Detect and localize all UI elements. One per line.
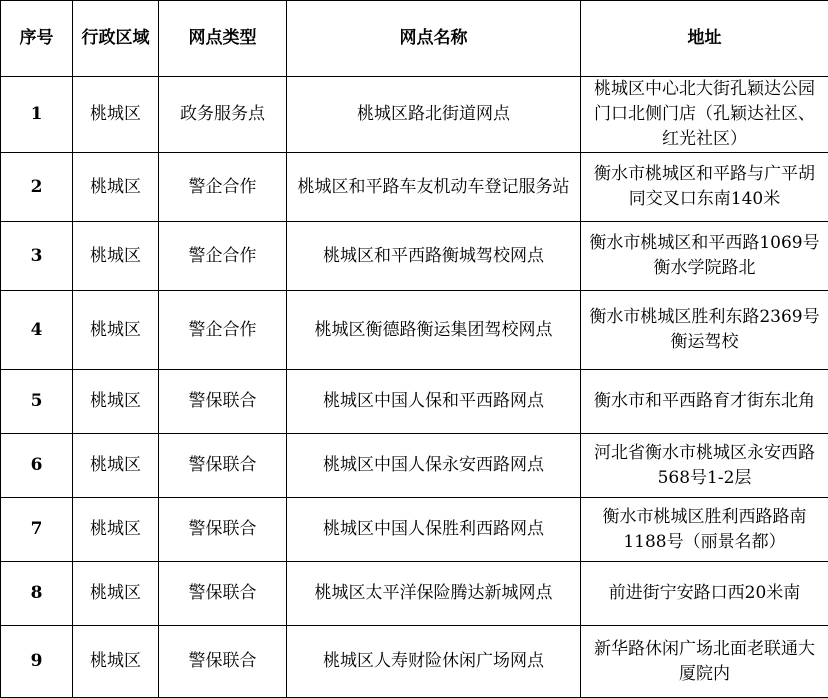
row-address: 新华路休闲广场北面老联通大厦院内 (581, 626, 828, 698)
row-type: 警保联合 (159, 626, 287, 698)
row-type: 警企合作 (159, 291, 287, 370)
table-row (1, 626, 828, 698)
row-no: 3 (1, 222, 73, 291)
row-no: 1 (1, 77, 73, 153)
row-address: 桃城区中心北大街孔颖达公园门口北侧门店（孔颖达社区、红光社区） (581, 77, 828, 153)
row-type: 警保联合 (159, 498, 287, 562)
row-address: 衡水市桃城区和平西路1069号衡水学院路北 (581, 222, 828, 291)
row-address: 河北省衡水市桃城区永安西路568号1-2层 (581, 434, 828, 498)
header-no: 序号 (1, 1, 73, 77)
row-name: 桃城区衡德路衡运集团驾校网点 (287, 291, 581, 370)
row-no: 4 (1, 291, 73, 370)
row-name: 桃城区太平洋保险腾达新城网点 (287, 562, 581, 626)
row-district: 桃城区 (73, 291, 159, 370)
row-name: 桃城区中国人保永安西路网点 (287, 434, 581, 498)
row-address: 衡水市桃城区和平路与广平胡同交叉口东南140米 (581, 153, 828, 222)
row-address: 前进街宁安路口西20米南 (581, 562, 828, 626)
row-type: 政务服务点 (159, 77, 287, 153)
row-district: 桃城区 (73, 626, 159, 698)
table-row (1, 291, 828, 370)
row-address: 衡水市桃城区胜利西路路南1188号（丽景名都） (581, 498, 828, 562)
row-type: 警企合作 (159, 153, 287, 222)
row-district: 桃城区 (73, 562, 159, 626)
table-row (1, 153, 828, 222)
table-row (1, 498, 828, 562)
row-no: 6 (1, 434, 73, 498)
header-row (1, 1, 828, 77)
table-row (1, 222, 828, 291)
row-no: 7 (1, 498, 73, 562)
row-no: 2 (1, 153, 73, 222)
row-name: 桃城区中国人保胜利西路网点 (287, 498, 581, 562)
table-row (1, 434, 828, 498)
row-type: 警保联合 (159, 562, 287, 626)
row-no: 5 (1, 370, 73, 434)
table-row (1, 562, 828, 626)
row-name: 桃城区和平路车友机动车登记服务站 (287, 153, 581, 222)
row-name: 桃城区人寿财险休闲广场网点 (287, 626, 581, 698)
row-district: 桃城区 (73, 77, 159, 153)
row-district: 桃城区 (73, 153, 159, 222)
row-name: 桃城区路北街道网点 (287, 77, 581, 153)
row-name: 桃城区和平西路衡城驾校网点 (287, 222, 581, 291)
row-type: 警保联合 (159, 370, 287, 434)
table-row (1, 77, 828, 153)
row-name: 桃城区中国人保和平西路网点 (287, 370, 581, 434)
row-type: 警保联合 (159, 434, 287, 498)
table-row (1, 370, 828, 434)
row-address: 衡水市和平西路育才街东北角 (581, 370, 828, 434)
row-district: 桃城区 (73, 222, 159, 291)
row-type: 警企合作 (159, 222, 287, 291)
row-no: 8 (1, 562, 73, 626)
header-address: 地址 (581, 1, 828, 77)
header-type: 网点类型 (159, 1, 287, 77)
header-district: 行政区域 (73, 1, 159, 77)
row-no: 9 (1, 626, 73, 698)
row-district: 桃城区 (73, 370, 159, 434)
row-address: 衡水市桃城区胜利东路2369号衡运驾校 (581, 291, 828, 370)
header-name: 网点名称 (287, 1, 581, 77)
row-district: 桃城区 (73, 498, 159, 562)
row-district: 桃城区 (73, 434, 159, 498)
